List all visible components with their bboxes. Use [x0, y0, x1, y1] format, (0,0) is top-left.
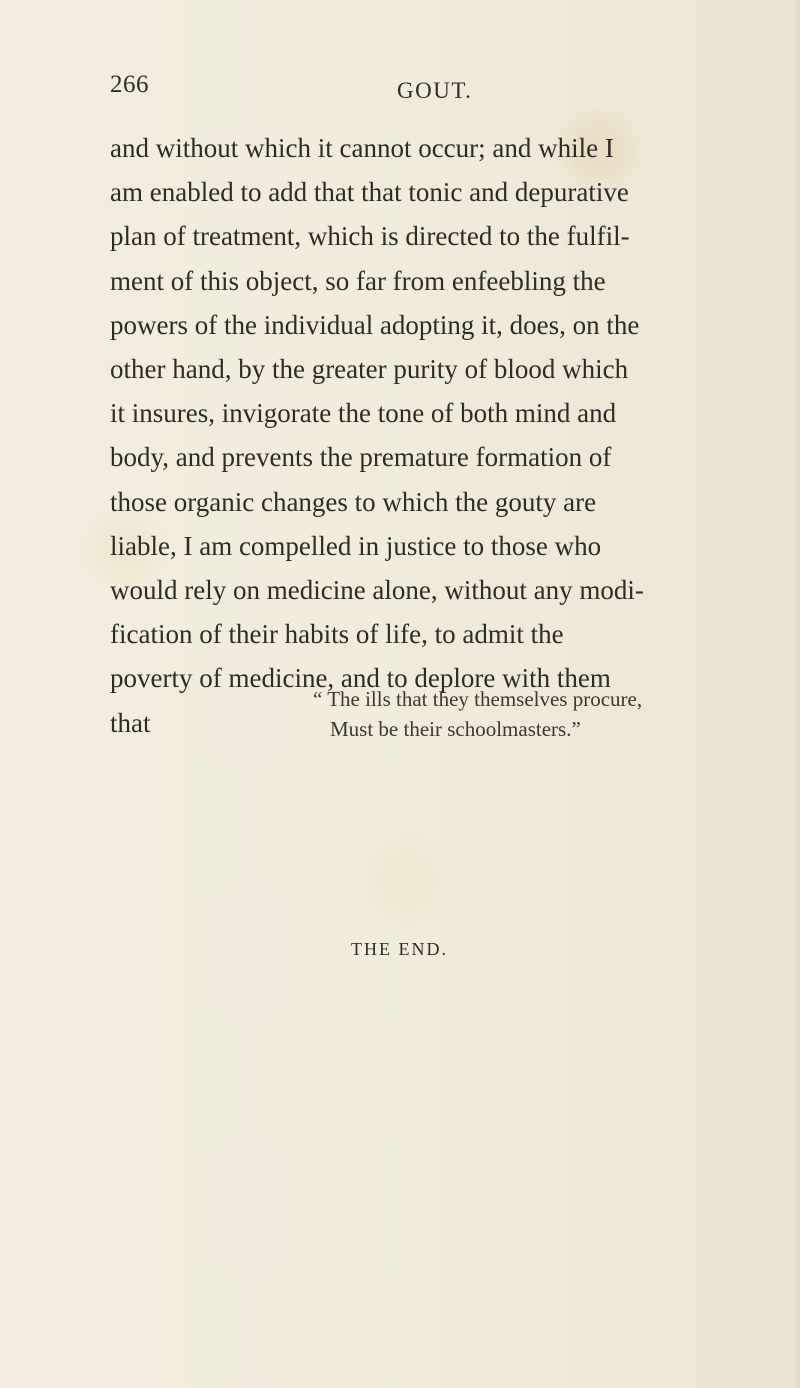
running-head: GOUT.	[397, 78, 473, 103]
body-paragraph	[110, 126, 730, 745]
paragraph-line: other hand, by the greater purity of blood which	[110, 354, 629, 385]
paragraph-line: it insures, invigorate the tone of both mind and	[110, 398, 617, 429]
quote-line: “ The ills that they themselves procure,	[313, 687, 643, 711]
paragraph-line: fication of their habits of life, to admit the	[110, 619, 564, 650]
paragraph-line: and without which it cannot occur; and while I	[110, 133, 614, 163]
paragraph-line: would rely on medicine alone, without any modi-	[110, 575, 644, 606]
paragraph-line: those organic changes to which the gouty are	[110, 486, 597, 517]
paragraph-line: ment of this object, so far from enfeebling the	[110, 265, 606, 296]
end-marker: THE END.	[351, 939, 448, 959]
paragraph-line: powers of the individual adopting it, does, on the	[110, 309, 640, 340]
page-edge-shadow	[790, 0, 800, 1388]
poetry-quote	[313, 684, 733, 744]
paragraph-line: liable, I am compelled in justice to those who	[110, 530, 602, 561]
page-number: 266	[110, 71, 149, 98]
quote-line: Must be their schoolmasters.”	[330, 717, 581, 741]
paragraph-line: poverty of medicine, and to deplore with them	[110, 663, 611, 694]
paragraph-line: that	[110, 707, 151, 738]
paragraph-line: plan of treatment, which is directed to the fulfil-	[110, 221, 630, 252]
paragraph-line: body, and prevents the premature formation of	[110, 442, 612, 473]
paragraph-line: am enabled to add that that tonic and depurative	[110, 177, 629, 208]
